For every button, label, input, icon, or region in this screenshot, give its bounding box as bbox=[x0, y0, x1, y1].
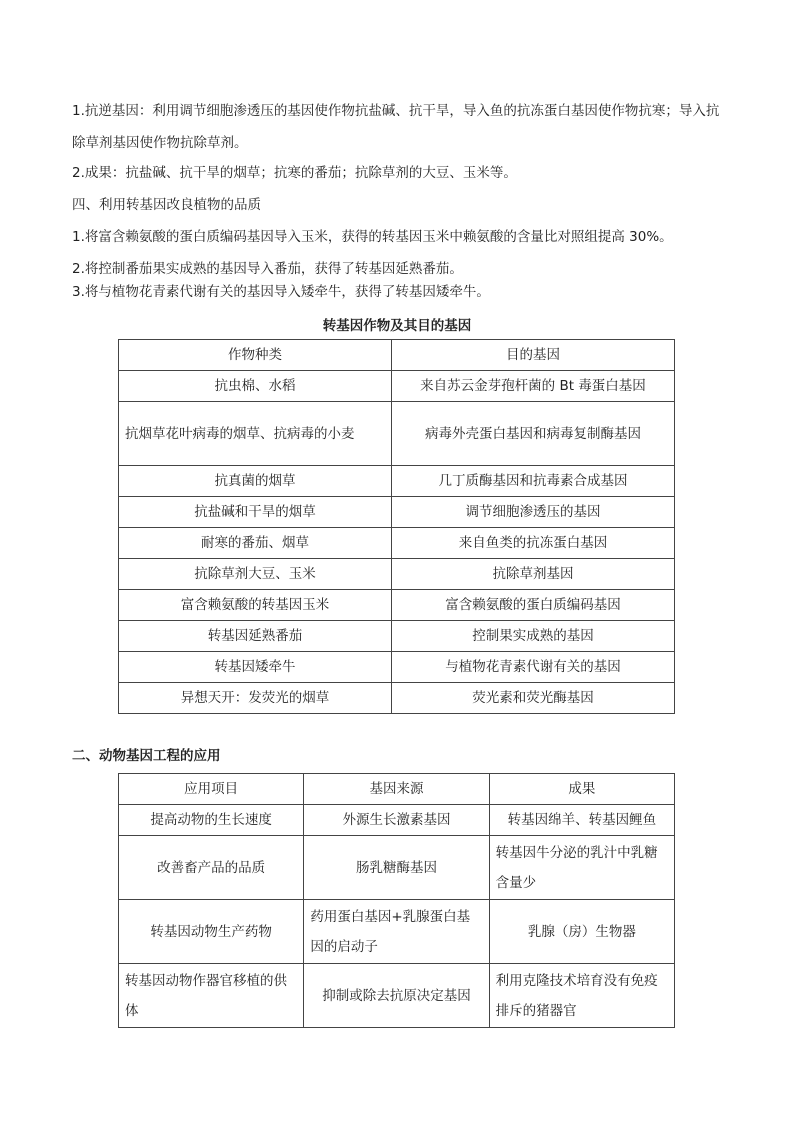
paragraph-lysine-corn: 1.将富含赖氨酸的蛋白质编码基因导入玉米，获得的转基因玉米中赖氨酸的含量比对照组提高 30%。 bbox=[72, 229, 673, 245]
table-cell: 抗虫棉、水稻 bbox=[119, 371, 392, 402]
paragraph-tomato: 2.将控制番茄果实成熟的基因导入番茄，获得了转基因延熟番茄。 bbox=[72, 261, 463, 277]
table-header-cell: 目的基因 bbox=[392, 340, 675, 371]
table-cell: 来自鱼类的抗冻蛋白基因 bbox=[392, 528, 675, 559]
table-cell: 耐寒的番茄、烟草 bbox=[119, 528, 392, 559]
table-cell: 抗除草剂大豆、玉米 bbox=[119, 559, 392, 590]
table-cell: 富含赖氨酸的转基因玉米 bbox=[119, 590, 392, 621]
table-row bbox=[119, 836, 675, 900]
table-row bbox=[119, 652, 675, 683]
table-cell: 转基因延熟番茄 bbox=[119, 621, 392, 652]
table-cell: 肠乳糖酶基因 bbox=[304, 836, 489, 900]
table-row bbox=[119, 559, 675, 590]
table-row bbox=[119, 497, 675, 528]
table-cell: 荧光素和荧光酶基因 bbox=[392, 683, 675, 714]
table-cell: 富含赖氨酸的蛋白质编码基因 bbox=[392, 590, 675, 621]
section-heading-animal: 二、动物基因工程的应用 bbox=[72, 748, 221, 764]
section-heading-quality: 四、利用转基因改良植物的品质 bbox=[72, 197, 261, 213]
table-cell: 转基因绵羊、转基因鲤鱼 bbox=[489, 805, 674, 836]
table-cell: 几丁质酶基因和抗毒素合成基因 bbox=[392, 466, 675, 497]
table-cell: 转基因矮牵牛 bbox=[119, 652, 392, 683]
animal-genetic-engineering-table bbox=[118, 773, 675, 1028]
table-cell: 乳腺（房）生物器 bbox=[489, 900, 674, 964]
table1-title: 转基因作物及其目的基因 bbox=[322, 318, 472, 334]
table-cell: 改善畜产品的品质 bbox=[119, 836, 304, 900]
table-header-row bbox=[119, 774, 675, 805]
table-cell: 抗真菌的烟草 bbox=[119, 466, 392, 497]
transgenic-crops-table bbox=[118, 339, 675, 714]
table-header-cell: 应用项目 bbox=[119, 774, 304, 805]
table-cell: 转基因动物作器官移植的供体 bbox=[119, 964, 304, 1028]
table-row bbox=[119, 402, 675, 466]
table-row bbox=[119, 621, 675, 652]
table-cell: 药用蛋白基因+乳腺蛋白基因的启动子 bbox=[304, 900, 489, 964]
table-cell: 提高动物的生长速度 bbox=[119, 805, 304, 836]
table-cell: 外源生长激素基因 bbox=[304, 805, 489, 836]
table-cell: 与植物花青素代谢有关的基因 bbox=[392, 652, 675, 683]
table-cell: 转基因动物生产药物 bbox=[119, 900, 304, 964]
table-row bbox=[119, 805, 675, 836]
table-cell: 转基因牛分泌的乳汁中乳糖含量少 bbox=[489, 836, 674, 900]
table-cell: 抗除草剂基因 bbox=[392, 559, 675, 590]
paragraph-anti-stress-genes: 1.抗逆基因：利用调节细胞渗透压的基因使作物抗盐碱、抗干旱，导入鱼的抗冻蛋白基因使作物抗寒；导入抗除草剂基因使作物抗除草剂。 bbox=[72, 103, 720, 151]
table-cell: 抑制或除去抗原决定基因 bbox=[304, 964, 489, 1028]
table-row bbox=[119, 683, 675, 714]
table-cell: 来自苏云金芽孢杆菌的 Bt 毒蛋白基因 bbox=[392, 371, 675, 402]
table-header-cell: 作物种类 bbox=[119, 340, 392, 371]
table-header-cell: 基因来源 bbox=[304, 774, 489, 805]
table-cell: 控制果实成熟的基因 bbox=[392, 621, 675, 652]
table-row bbox=[119, 466, 675, 497]
table-cell: 抗盐碱和干旱的烟草 bbox=[119, 497, 392, 528]
table-row bbox=[119, 371, 675, 402]
table-cell: 调节细胞渗透压的基因 bbox=[392, 497, 675, 528]
table-row bbox=[119, 900, 675, 964]
table-cell: 病毒外壳蛋白基因和病毒复制酶基因 bbox=[392, 402, 675, 466]
table-row bbox=[119, 964, 675, 1028]
table-cell: 抗烟草花叶病毒的烟草、抗病毒的小麦 bbox=[119, 402, 392, 466]
table-header-cell: 成果 bbox=[489, 774, 674, 805]
table-row bbox=[119, 528, 675, 559]
table-header-row bbox=[119, 340, 675, 371]
paragraph-results: 2.成果：抗盐碱、抗干旱的烟草；抗寒的番茄；抗除草剂的大豆、玉米等。 bbox=[72, 165, 517, 181]
table-row bbox=[119, 590, 675, 621]
table-cell: 利用克隆技术培育没有免疫排斥的猪器官 bbox=[489, 964, 674, 1028]
table-cell: 异想天开：发荧光的烟草 bbox=[119, 683, 392, 714]
paragraph-petunia: 3.将与植物花青素代谢有关的基因导入矮牵牛，获得了转基因矮牵牛。 bbox=[72, 284, 490, 300]
